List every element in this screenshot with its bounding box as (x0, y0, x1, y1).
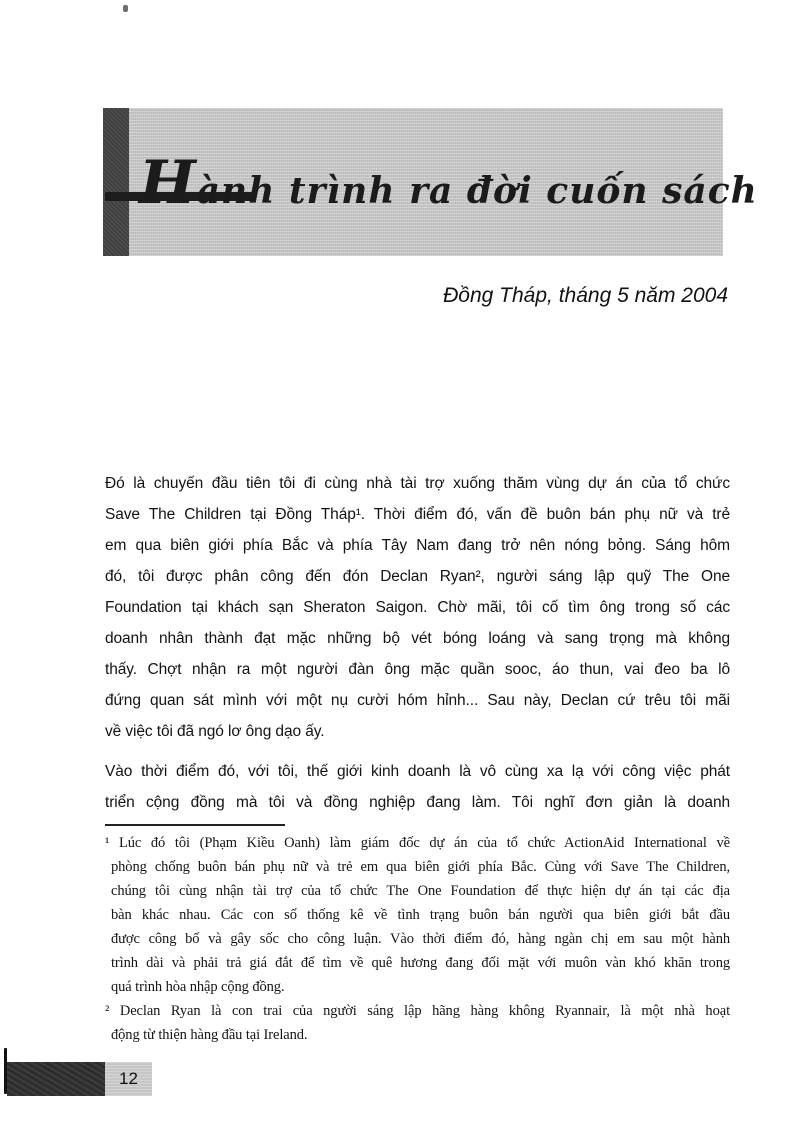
footnote-1 (105, 831, 730, 999)
chapter-title: Hành trình ra đời cuốn sách (139, 148, 758, 218)
text-line: đó, tôi được phân công đến đón Declan Ryan², người sáng lập quỹ The One (105, 568, 730, 585)
footnotes-section (105, 831, 730, 1047)
text-line: Đó là chuyến đầu tiên tôi đi cùng nhà tài trợ xuống thăm vùng dự án của tổ chức (105, 475, 730, 492)
text-line: đứng quan sát mình với một nụ cười hóm hỉnh... Sau này, Declan cứ trêu tôi mãi (105, 692, 730, 709)
footnote-line: ¹ Lúc đó tôi (Phạm Kiều Oanh) làm giám đốc dự án của tổ chức ActionAid International về (105, 835, 730, 851)
footnote-2 (105, 999, 730, 1047)
footnote-line: trình dài và phải trả giá đắt để tìm về quê hương đang đối mặt với muôn vàn khó khăn trong (111, 955, 730, 971)
scan-artifact-dot (123, 5, 128, 12)
text-line: thấy. Chợt nhận ra một người đàn ông mặc quần sooc, áo thun, vai đeo ba lô (105, 661, 730, 678)
footnote-line: ² Declan Ryan là con trai của người sáng lập hãng hàng không Ryannair, là một nhà hoạt (105, 1003, 730, 1019)
footnote-line: động từ thiện hàng đầu tại Ireland. (111, 1027, 308, 1043)
text-line: Save The Children tại Đồng Tháp¹. Thời điểm đó, vấn đề buôn bán phụ nữ và trẻ (105, 506, 730, 523)
footnote-line: được công bố và gây sốc cho công luận. Vào thời điểm đó, hàng ngàn chị em sau một hành (111, 931, 730, 947)
chapter-header-banner (103, 108, 758, 256)
footnote-line: bàn khác nhau. Các con số thống kê về tình trạng buôn bán người qua biên giới bắt đầu (111, 907, 730, 923)
text-line: Vào thời điểm đó, với tôi, thế giới kinh doanh là vô cùng xa lạ với công việc phát (105, 763, 730, 780)
dateline: Đồng Tháp, tháng 5 năm 2004 (443, 284, 728, 307)
footnote-separator (105, 824, 285, 826)
footnote-line: chúng tôi cùng nhận tài trợ của tổ chức The One Foundation để thực hiện dự án tại các địa (111, 883, 730, 899)
body-paragraph-2 (105, 756, 730, 818)
text-line: doanh nhân thành đạt mặc những bộ vét bóng loáng và sang trọng mà không (105, 630, 730, 647)
footnote-line: phòng chống buôn bán phụ nữ và trẻ em qua biên giới phía Bắc. Cùng với Save The Children, (111, 859, 730, 875)
text-line: em qua biên giới phía Bắc và phía Tây Nam đang trở nên nóng bỏng. Sáng hôm (105, 537, 730, 554)
footer-dark-block (7, 1062, 105, 1096)
footnote-line: quá trình hòa nhập cộng đồng. (111, 979, 285, 995)
text-line: Foundation tại khách sạn Sheraton Saigon. Chờ mãi, tôi cố tìm ông trong số các (105, 599, 730, 616)
body-text (105, 468, 730, 1047)
body-paragraph-1 (105, 468, 730, 747)
text-line: về việc tôi đã ngó lơ ông dạo ấy. (105, 723, 325, 740)
page-number-badge (105, 1062, 152, 1096)
header-left-bar (103, 108, 129, 256)
text-line: triển cộng đồng mà tôi và đồng nghiệp đang làm. Tôi nghĩ đơn giản là doanh (105, 794, 730, 811)
page-number: 12 (119, 1069, 138, 1088)
